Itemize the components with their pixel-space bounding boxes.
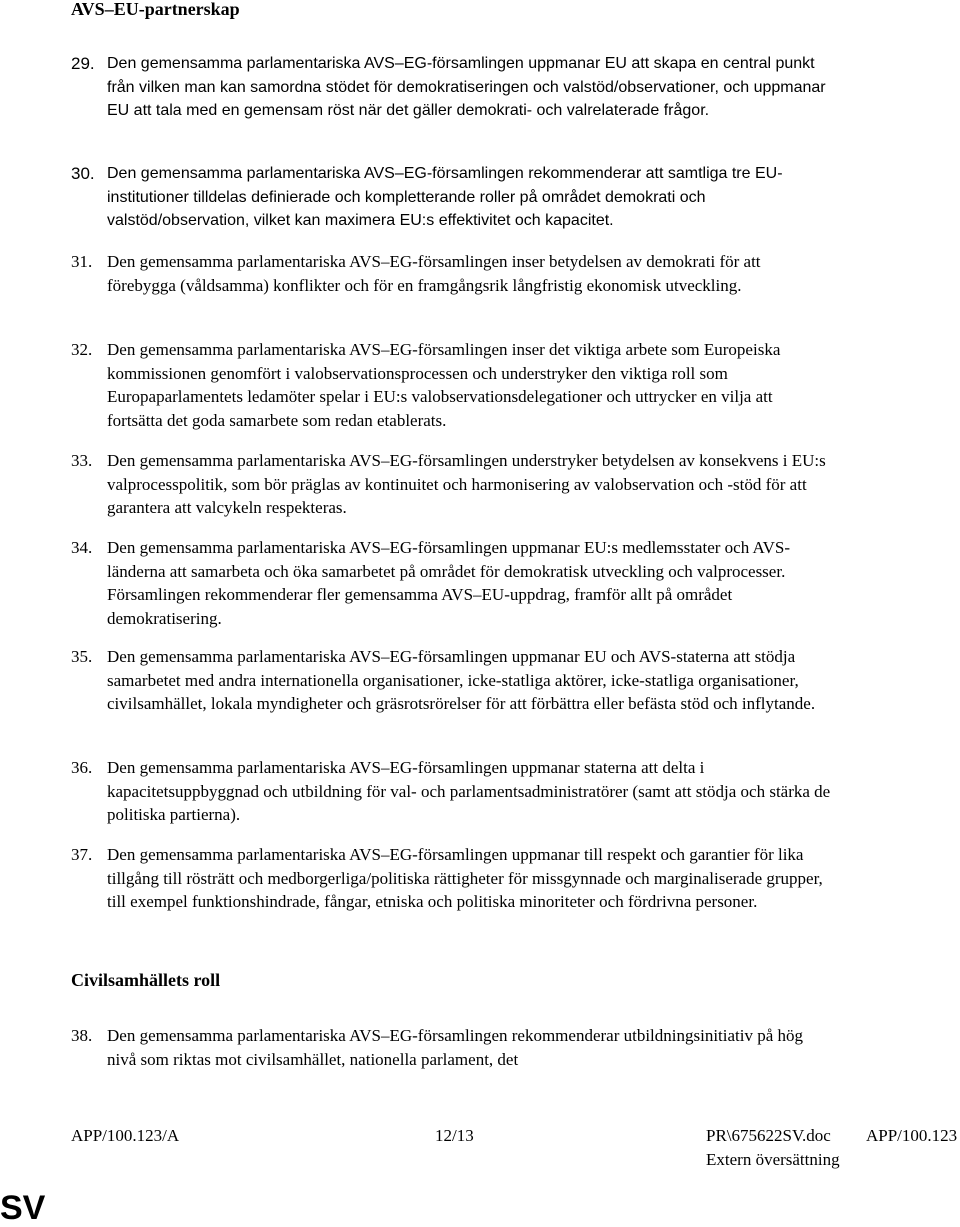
footer-document-name: PR\675622SV.doc xyxy=(706,1126,831,1145)
paragraph-37 xyxy=(71,843,831,914)
paragraph-text: Den gemensamma parlamentariska AVS–EG-församlingen rekommenderar utbildningsinitiativ på hög nivå som riktas mot civilsamhället, nationella parlament, det xyxy=(107,1026,804,1069)
paragraph-text: Den gemensamma parlamentariska AVS–EG-församlingen inser det viktiga arbete som Europeiska kommissionen genomfört i valobservationsprocessen och understryker den viktiga roll som Europaparlamentets ledamöter spelar i EU:s valobservationsdelegationer och uttrycker en vilja att fortsätta det goda samarbete som redan etablerats. xyxy=(107,340,781,430)
paragraph-number: 32. xyxy=(71,340,93,359)
paragraph-number: 29. xyxy=(71,54,95,73)
footer-reference-right: APP/100.123 xyxy=(866,1126,958,1145)
paragraph-text: Den gemensamma parlamentariska AVS–EG-församlingen rekommenderar att samtliga tre EU-institutioner tilldelas definierade och kompletterande roller på området demokrati och valstöd/observation, vilket kan maximera EU:s effektivitet och kapacitet. xyxy=(107,165,783,229)
paragraph-31 xyxy=(71,250,831,297)
paragraph-number: 38. xyxy=(71,1026,93,1045)
language-code: SV xyxy=(0,1189,46,1227)
paragraph-text: Den gemensamma parlamentariska AVS–EG-församlingen understryker betydelsen av konsekvens i EU:s valprocesspolitik, som bör präglas av kontinuitet och harmonisering av valobservation och -stöd för att garantera att valcykeln respekteras. xyxy=(107,451,826,517)
paragraph-number: 34. xyxy=(71,538,93,557)
paragraph-34 xyxy=(71,536,831,630)
paragraph-number: 31. xyxy=(71,252,93,271)
paragraph-text: Den gemensamma parlamentariska AVS–EG-församlingen uppmanar EU och AVS-staterna att stödja samarbetet med andra internationella organisationer, icke-statliga aktörer, icke-statliga organisationer, civilsamhället, lokala myndigheter och gräsrotsrörelser för att förbättra eller befästa stöd och inflytande. xyxy=(107,647,816,713)
footer-reference-left: APP/100.123/A xyxy=(71,1126,180,1145)
section-heading-partnership: AVS–EU-partnerskap xyxy=(71,0,240,19)
paragraph-text: Den gemensamma parlamentariska AVS–EG-församlingen inser betydelsen av demokrati för att förebygga (våldsamma) konflikter och för en framgångsrik långfristig ekonomisk utveckling. xyxy=(107,252,761,295)
section-heading-civil-society: Civilsamhällets roll xyxy=(71,970,221,990)
paragraph-32 xyxy=(71,338,831,432)
paragraph-text: Den gemensamma parlamentariska AVS–EG-församlingen uppmanar staterna att delta i kapacitetsuppbyggnad och utbildning för val- och parlamentsadministratörer (samt att stödja och stärka de politiska partierna). xyxy=(107,758,831,824)
paragraph-number: 30. xyxy=(71,164,95,183)
paragraph-29 xyxy=(71,52,831,123)
paragraph-text: Den gemensamma parlamentariska AVS–EG-församlingen uppmanar till respekt och garantier för lika tillgång till rösträtt och medborgerliga/politiska rättigheter för missgynnade och marginaliserade grupper, till exempel funktionshindrade, fångar, etniska och politiska minoriteter och fördrivna personer. xyxy=(107,845,823,911)
paragraph-38 xyxy=(71,1024,831,1071)
paragraph-30 xyxy=(71,162,831,233)
paragraph-number: 37. xyxy=(71,845,93,864)
footer-translation-note: Extern översättning xyxy=(706,1150,840,1169)
paragraph-33 xyxy=(71,449,831,520)
paragraph-text: Den gemensamma parlamentariska AVS–EG-församlingen uppmanar EU att skapa en central punkt från vilken man kan samordna stödet för demokratiseringen och valstöd/observationer, och uppmanar EU att tala med en gemensam röst när det gäller demokrati- och valrelaterade frågor. xyxy=(107,55,826,119)
paragraph-35 xyxy=(71,645,831,716)
footer-page-number: 12/13 xyxy=(435,1126,474,1145)
paragraph-text: Den gemensamma parlamentariska AVS–EG-församlingen uppmanar EU:s medlemsstater och AVS-länderna att samarbeta och öka samarbetet på området för demokratisk utveckling och valprocesser. Församlingen rekommenderar fler gemensamma AVS–EU-uppdrag, framför allt på området demokratisering. xyxy=(107,538,790,628)
paragraph-number: 35. xyxy=(71,647,93,666)
paragraph-36 xyxy=(71,756,831,827)
paragraph-number: 33. xyxy=(71,451,93,470)
paragraph-number: 36. xyxy=(71,758,93,777)
